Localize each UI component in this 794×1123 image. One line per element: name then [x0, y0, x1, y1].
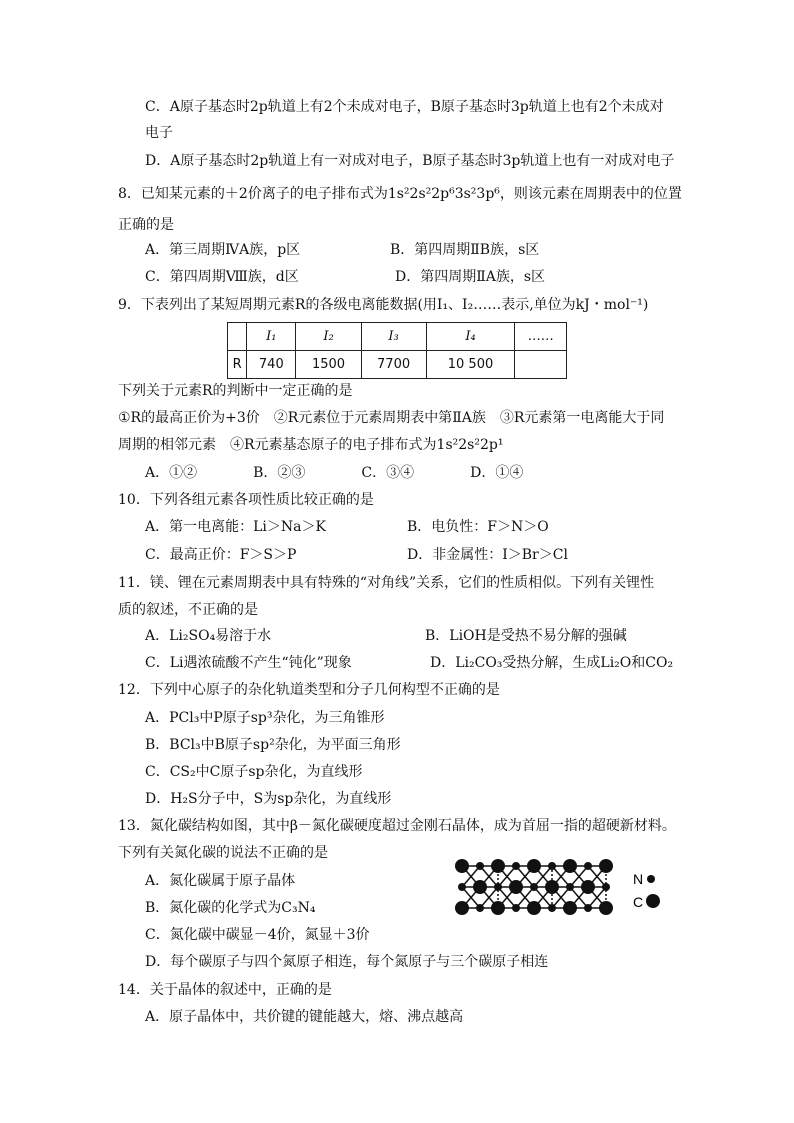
carbon-atom — [509, 880, 523, 894]
q10-option-d: D．非金属性：I＞Br＞Cl — [407, 547, 568, 563]
q12-option-c: C．CS₂中C原子sp杂化，为直线形 — [145, 764, 363, 780]
carbon-atom — [491, 901, 505, 915]
q12-option-a: A．PCl₃中P原子sp³杂化，为三角锥形 — [145, 710, 385, 726]
nitrogen-atom — [548, 862, 556, 870]
ionization-energy-table — [227, 322, 567, 379]
carbon-atom — [599, 901, 613, 915]
carbon-atom — [491, 859, 505, 873]
q9-statements-line1: ①R的最高正价为+3价 ②R元素位于元素周期表中第ⅡA族 ③R元素第一电离能大于同 — [118, 410, 665, 426]
q11-option-d: D．Li₂CO₃受热分解，生成Li₂O和CO₂ — [430, 655, 674, 671]
carbon-atom — [455, 901, 469, 915]
nitrogen-atom — [584, 904, 592, 912]
q14-option-a: A．原子晶体中，共价键的键能越大，熔、沸点越高 — [145, 1009, 464, 1025]
q12-option-b: B．BCl₃中B原子sp²杂化，为平面三角形 — [145, 737, 401, 753]
q8-stem-line2: 正确的是 — [118, 217, 174, 233]
q13-option-a: A．氮化碳属于原子晶体 — [145, 873, 296, 889]
q8-option-d: D．第四周期ⅡA族，s区 — [395, 269, 546, 285]
q11-option-a: A．Li₂SO₄易溶于水 — [145, 628, 272, 644]
carbon-atom — [545, 880, 559, 894]
q10-option-b: B．电负性：F＞N＞O — [407, 519, 549, 535]
carbon-atom — [455, 859, 469, 873]
legend-c-label: C — [633, 894, 644, 910]
q11-stem-line2: 质的叙述，不正确的是 — [118, 602, 258, 618]
q9-statements-line2: 周期的相邻元素 ④R元素基态原子的电子排布式为1s²2s²2p¹ — [118, 437, 504, 453]
q8-electron-config: 1s²2s²2p⁶3s²3p⁶ — [387, 186, 500, 202]
table-header-cell: I₄ — [426, 323, 515, 351]
table-header-row — [228, 323, 567, 351]
q13-stem-line2: 下列有关氮化碳的说法不正确的是 — [118, 845, 328, 861]
carbon-atom — [563, 901, 577, 915]
carbon-atom — [473, 880, 487, 894]
legend-n-label: N — [633, 871, 644, 887]
q8-stem — [118, 184, 682, 204]
nitrogen-atom — [476, 904, 484, 912]
q8-option-c: C．第四周期Ⅷ族，d区 — [145, 269, 299, 285]
q11-option-b: B．LiOH是受热不易分解的强碱 — [425, 628, 627, 644]
carbon-atom — [581, 880, 595, 894]
q12-stem: 12．下列中心原子的杂化轨道类型和分子几何构型不正确的是 — [118, 682, 500, 698]
table-cell: R — [228, 351, 247, 379]
q13-option-c: C．氮化碳中碳显－4价，氮显＋3价 — [145, 927, 370, 943]
q12-option-d: D．H₂S分子中，S为sp杂化，为直线形 — [145, 791, 392, 807]
nitrogen-atom — [530, 883, 538, 891]
q8-stem-a: 8．已知某元素的＋2价离子的电子排布式为 — [118, 186, 388, 202]
nitrogen-atom — [512, 904, 520, 912]
nitrogen-atom — [548, 904, 556, 912]
structure-atoms — [455, 859, 613, 915]
legend-n-atom-icon — [647, 875, 655, 883]
carbon-atom — [599, 859, 613, 873]
q9-options: A．①② B．②③ C．③④ D．①④ — [145, 465, 524, 481]
q13-stem-line1: 13．氮化碳结构如图，其中β－氮化碳硬度超过金刚石晶体，成为首屈一指的超硬新材料。 — [118, 818, 676, 834]
nitrogen-atom — [512, 862, 520, 870]
q7-option-d: D．A原子基态时2p轨道上有一对成对电子，B原子基态时3p轨道上也有一对成对电子 — [145, 153, 675, 169]
q10-option-c: C．最高正价：F＞S＞P — [145, 547, 297, 563]
q8-stem-b: ，则该元素在周期表中的位置 — [499, 186, 682, 202]
carbon-atom — [527, 859, 541, 873]
table-header-cell: I₁ — [247, 323, 296, 351]
q8-option-a: A．第三周期ⅣA族，p区 — [145, 242, 301, 258]
q8-option-b: B．第四周期ⅡB族，s区 — [390, 242, 540, 258]
nitrogen-atom — [584, 862, 592, 870]
carbon-nitride-structure-figure — [452, 858, 668, 924]
table-row — [228, 351, 567, 379]
q10-option-a: A．第一电离能：Li＞Na＞K — [145, 519, 326, 535]
q13-option-b: B．氮化碳的化学式为C₃N₄ — [145, 900, 316, 916]
table-cell — [515, 351, 567, 379]
q9-stem: 9．下表列出了某短周期元素R的各级电离能数据(用I₁、I₂……表示,单位为kJ・mol⁻¹) — [118, 297, 649, 313]
table-header-cell: I₂ — [296, 323, 361, 351]
table-cell: 7700 — [361, 351, 426, 379]
nitrogen-atom — [476, 862, 484, 870]
table-header-cell: …… — [515, 323, 567, 351]
q14-stem: 14．关于晶体的叙述中，正确的是 — [118, 982, 332, 998]
table-header-cell — [228, 323, 247, 351]
q10-stem: 10．下列各组元素各项性质比较正确的是 — [118, 492, 374, 508]
table-cell: 10 500 — [426, 351, 515, 379]
nitrogen-atom — [566, 883, 574, 891]
table-cell: 1500 — [296, 351, 361, 379]
q7-option-c-line1: C．A原子基态时2p轨道上有2个未成对电子，B原子基态时3p轨道上也有2个未成对 — [145, 99, 664, 115]
q7-option-c-line2: 电子 — [145, 125, 173, 141]
carbon-atom — [527, 901, 541, 915]
nitrogen-atom — [494, 883, 502, 891]
q9-judge: 下列关于元素R的判断中一定正确的是 — [118, 383, 353, 399]
table-cell: 740 — [247, 351, 296, 379]
q11-option-c: C．Li遇浓硫酸不产生“钝化”现象 — [145, 655, 352, 671]
legend-c-atom-icon — [646, 894, 660, 908]
table-header-cell: I₃ — [361, 323, 426, 351]
q13-option-d: D．每个碳原子与四个氮原子相连，每个氮原子与三个碳原子相连 — [145, 954, 549, 970]
nitrogen-atom — [458, 883, 466, 891]
q11-stem-line1: 11．镁、锂在元素周期表中具有特殊的“对角线”关系，它们的性质相似。下列有关锂性 — [118, 575, 655, 591]
carbon-atom — [563, 859, 577, 873]
nitrogen-atom — [602, 883, 610, 891]
